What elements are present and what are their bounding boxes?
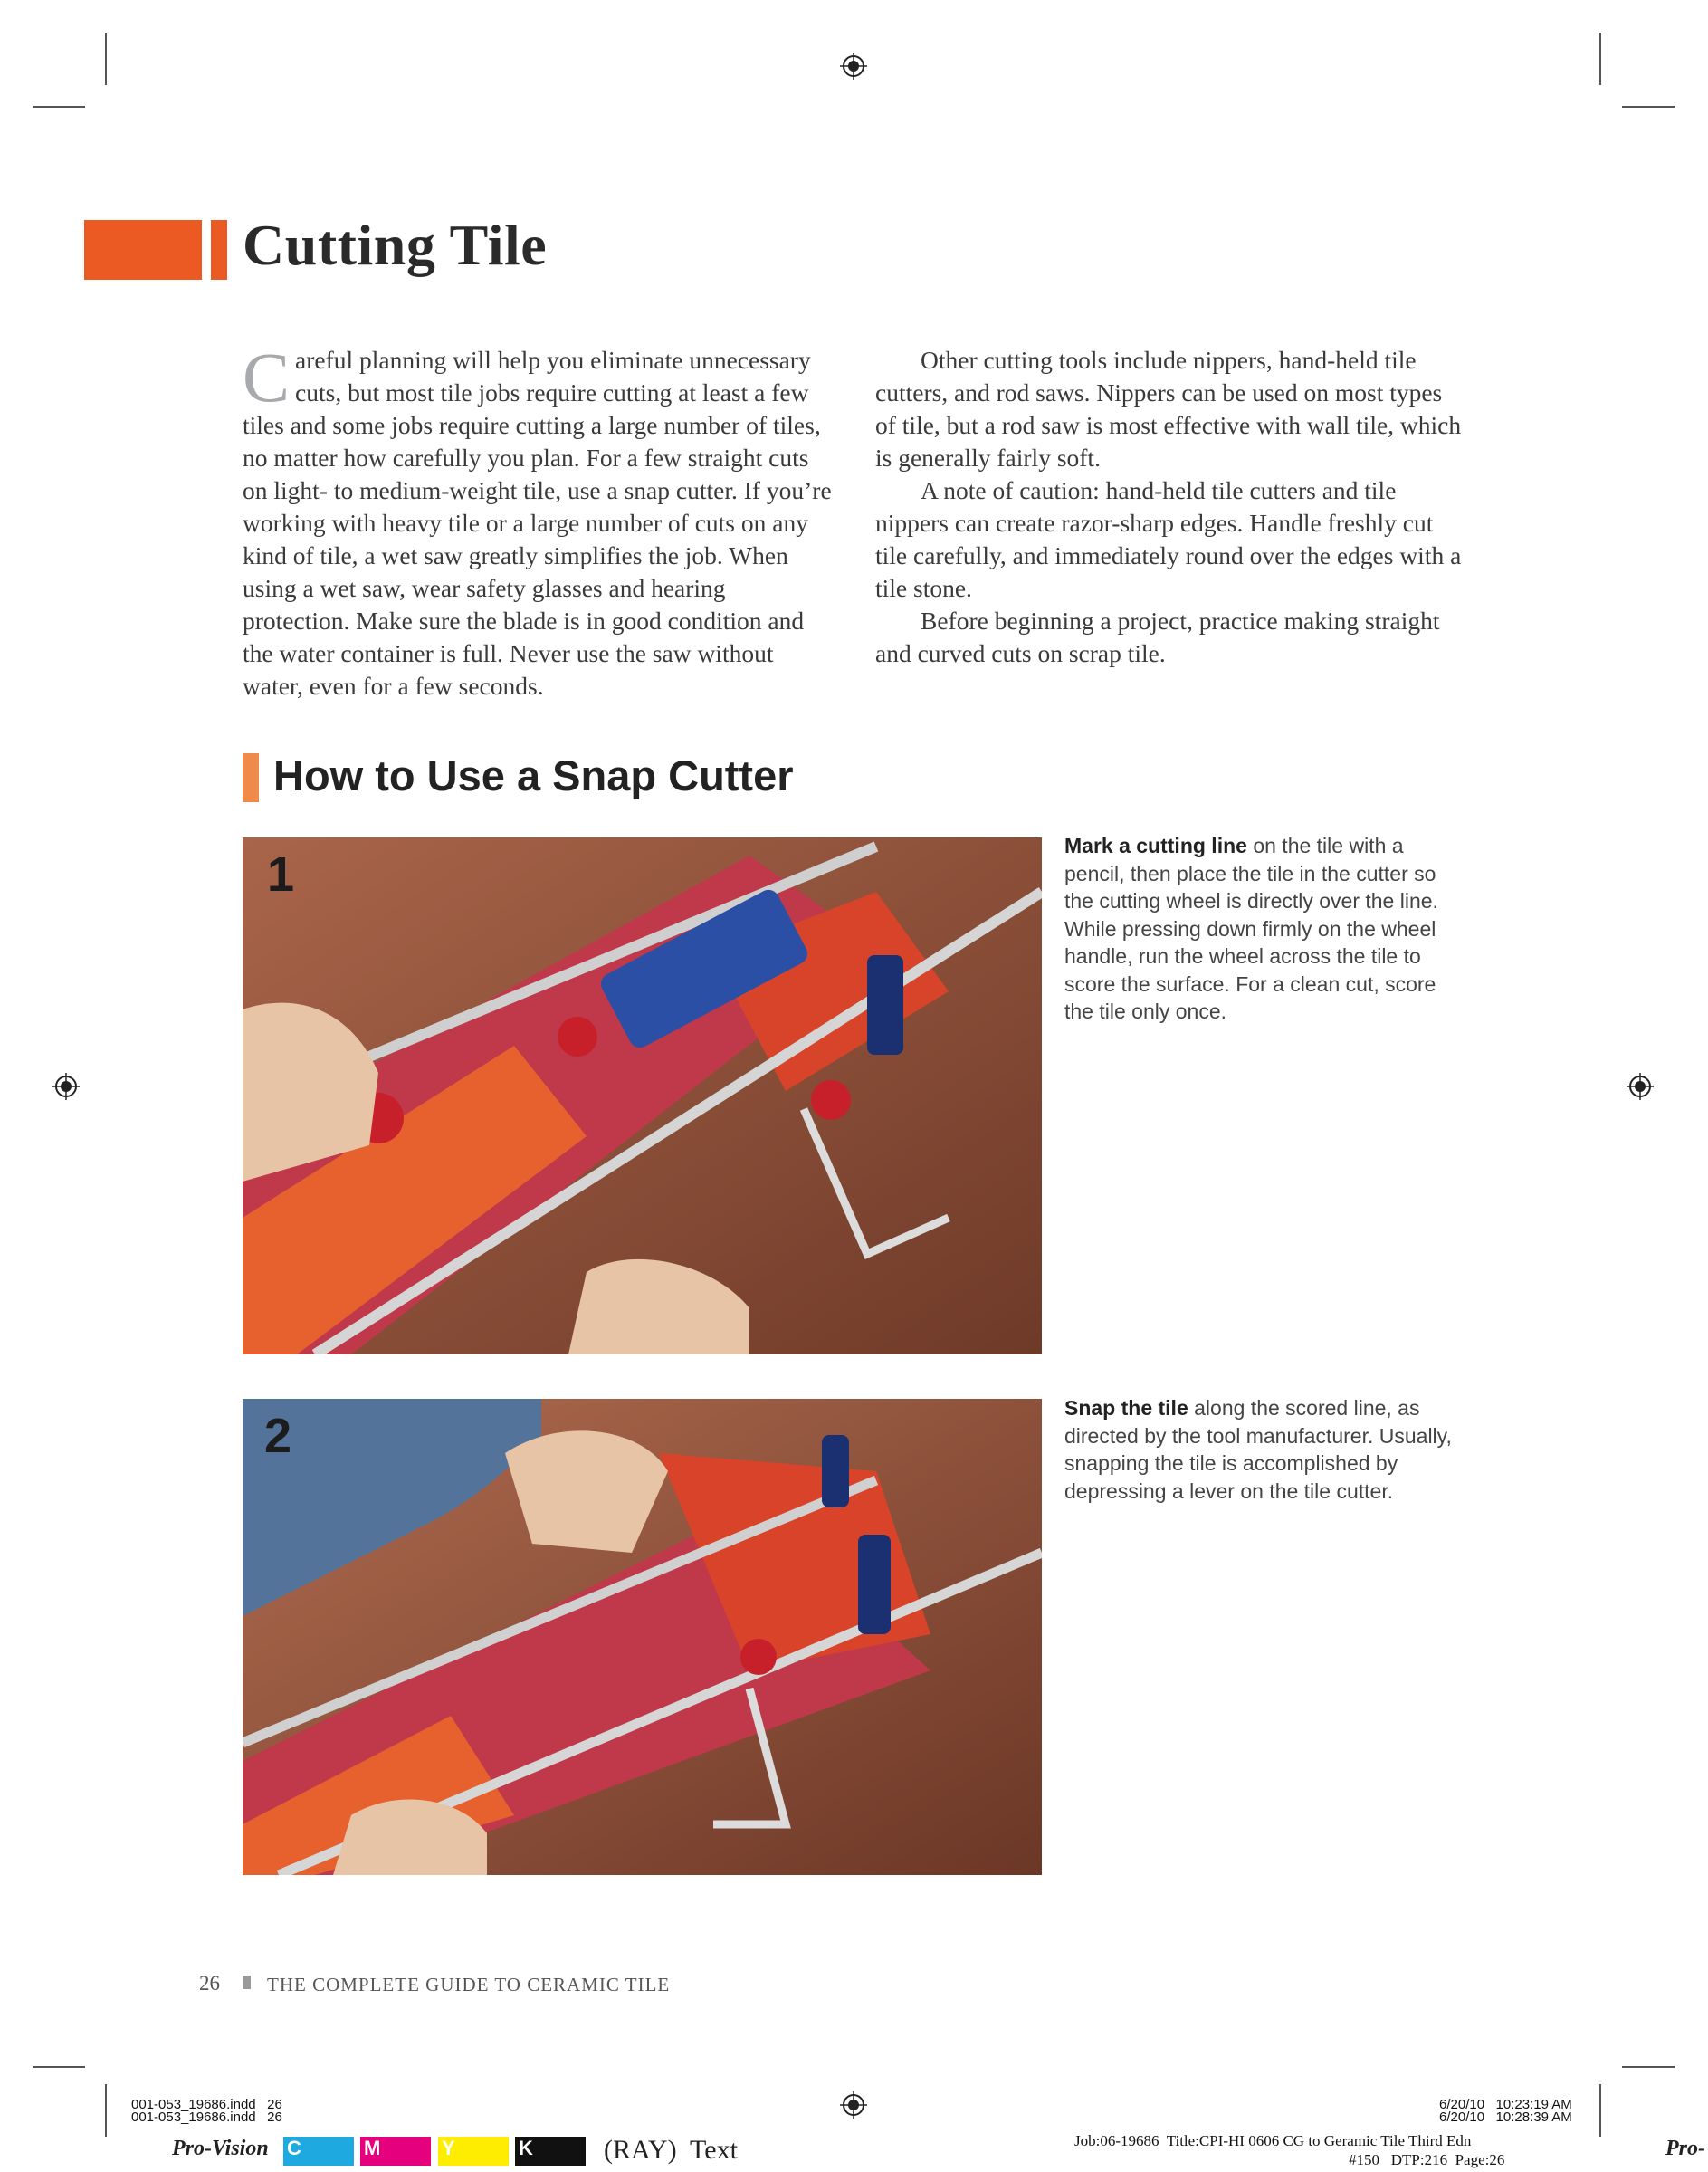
black-swatch: K <box>515 2137 586 2166</box>
caption-lead: Mark a cutting line <box>1064 834 1247 857</box>
snap-tile-illustration <box>243 1399 1042 1875</box>
magenta-swatch: M <box>360 2137 431 2166</box>
crop-mark-bottom-right-h <box>1622 2066 1675 2068</box>
drop-cap: C <box>243 338 291 416</box>
crop-mark-top-right <box>1599 33 1601 85</box>
caption-text: on the tile with a pencil, then place the tile in the cutter so the cutting wheel is directly over the line. While pressing down firmly on the wheel handle, run the wheel across the tile to score the surface. For a clean cut, score the tile only once. <box>1064 834 1438 1023</box>
page-number: 26 <box>199 1972 220 1995</box>
slug-time-line-1: 6/20/10 10:23:19 AM <box>1439 2097 1572 2112</box>
crop-mark-top-left <box>105 33 107 85</box>
caption-text: along the scored line, as directed by the tool manufacturer. Usually, snapping the tile is accomplished by depressing a lever on the tile cutter. <box>1064 1396 1452 1503</box>
ray-text-label: (RAY) Text <box>604 2135 738 2165</box>
crop-mark-bottom-left-h <box>33 2066 85 2068</box>
registration-mark-icon <box>52 1073 80 1100</box>
second-column <box>875 344 1468 670</box>
yellow-swatch: Y <box>438 2137 509 2166</box>
step-1-photo <box>243 837 1042 1354</box>
title-accent-stripe <box>211 220 227 280</box>
step-1-caption <box>1064 832 1463 1026</box>
step-number: 1 <box>267 847 295 902</box>
cyan-swatch: C <box>283 2137 354 2166</box>
intro-text: areful planning will help you eliminate unnecessary cuts, but most tile jobs require cutting at least a few tiles and some jobs require cutting a large number of tiles, no matter how carefully you plan. For a few straight cuts on light- to medium-weight tile, use a snap cutter. If you’re working with heavy tile or a large number of cuts on any kind of tile, a wet saw greatly simplifies the job. When using a wet saw, wear safety glasses and hearing protection. Make sure the blade is in good condition and the water container is full. Never use the saw without water, even for a few seconds. <box>243 346 832 700</box>
registration-mark-icon <box>840 2091 867 2119</box>
crop-mark-bottom-right <box>1599 2084 1601 2137</box>
slug-time-line-2: 6/20/10 10:28:39 AM <box>1439 2110 1572 2125</box>
intro-column <box>243 338 835 703</box>
pro-vision-logo: Pro-Vision <box>172 2137 269 2160</box>
title-accent-bar <box>84 220 202 280</box>
caption-lead: Snap the tile <box>1064 1396 1188 1420</box>
job-info-line-2: #150 DTP:216 Page:26 <box>1349 2151 1505 2168</box>
slug-file-line-1: 001-053_19686.indd 26 <box>131 2097 282 2112</box>
paragraph-tools: Other cutting tools include nippers, hand-held tile cutters, and rod saws. Nippers can be used on most types of tile, but a rod saw is most effective with wall tile, which is generally fairly soft. <box>875 346 1462 472</box>
section-heading: How to Use a Snap Cutter <box>273 751 794 799</box>
job-info-line-1: Job:06-19686 Title:CPI-HI 0606 CG to Geramic Tile Third Edn <box>1074 2132 1472 2149</box>
pro-vision-logo-cut: Pro- <box>1665 2137 1705 2160</box>
registration-mark-icon <box>840 53 867 80</box>
registration-mark-icon <box>1627 1073 1654 1100</box>
step-2-caption <box>1064 1394 1463 1505</box>
step-number: 2 <box>264 1409 292 1463</box>
crop-mark-top-left-h <box>33 106 85 108</box>
crop-mark-top-right-h <box>1622 106 1675 108</box>
subheading-accent-bar <box>243 753 259 802</box>
folio-divider <box>243 1976 251 1989</box>
slug-file-line-2: 001-053_19686.indd 26 <box>131 2110 282 2125</box>
running-footer: THE COMPLETE GUIDE TO CERAMIC TILE <box>267 1974 671 1995</box>
paragraph-practice: Before beginning a project, practice making straight and curved cuts on scrap tile. <box>875 607 1440 667</box>
crop-mark-bottom-left <box>105 2084 107 2137</box>
intro-paragraph <box>243 338 835 703</box>
paragraph-caution: A note of caution: hand-held tile cutters and tile nippers can create razor-sharp edges. Handle freshly cut tile carefully, and immediately round over the edges with a tile stone. <box>875 476 1462 602</box>
snap-cutter-illustration <box>243 837 1042 1354</box>
page-title: Cutting Tile <box>243 213 548 277</box>
step-2-photo <box>243 1399 1042 1875</box>
